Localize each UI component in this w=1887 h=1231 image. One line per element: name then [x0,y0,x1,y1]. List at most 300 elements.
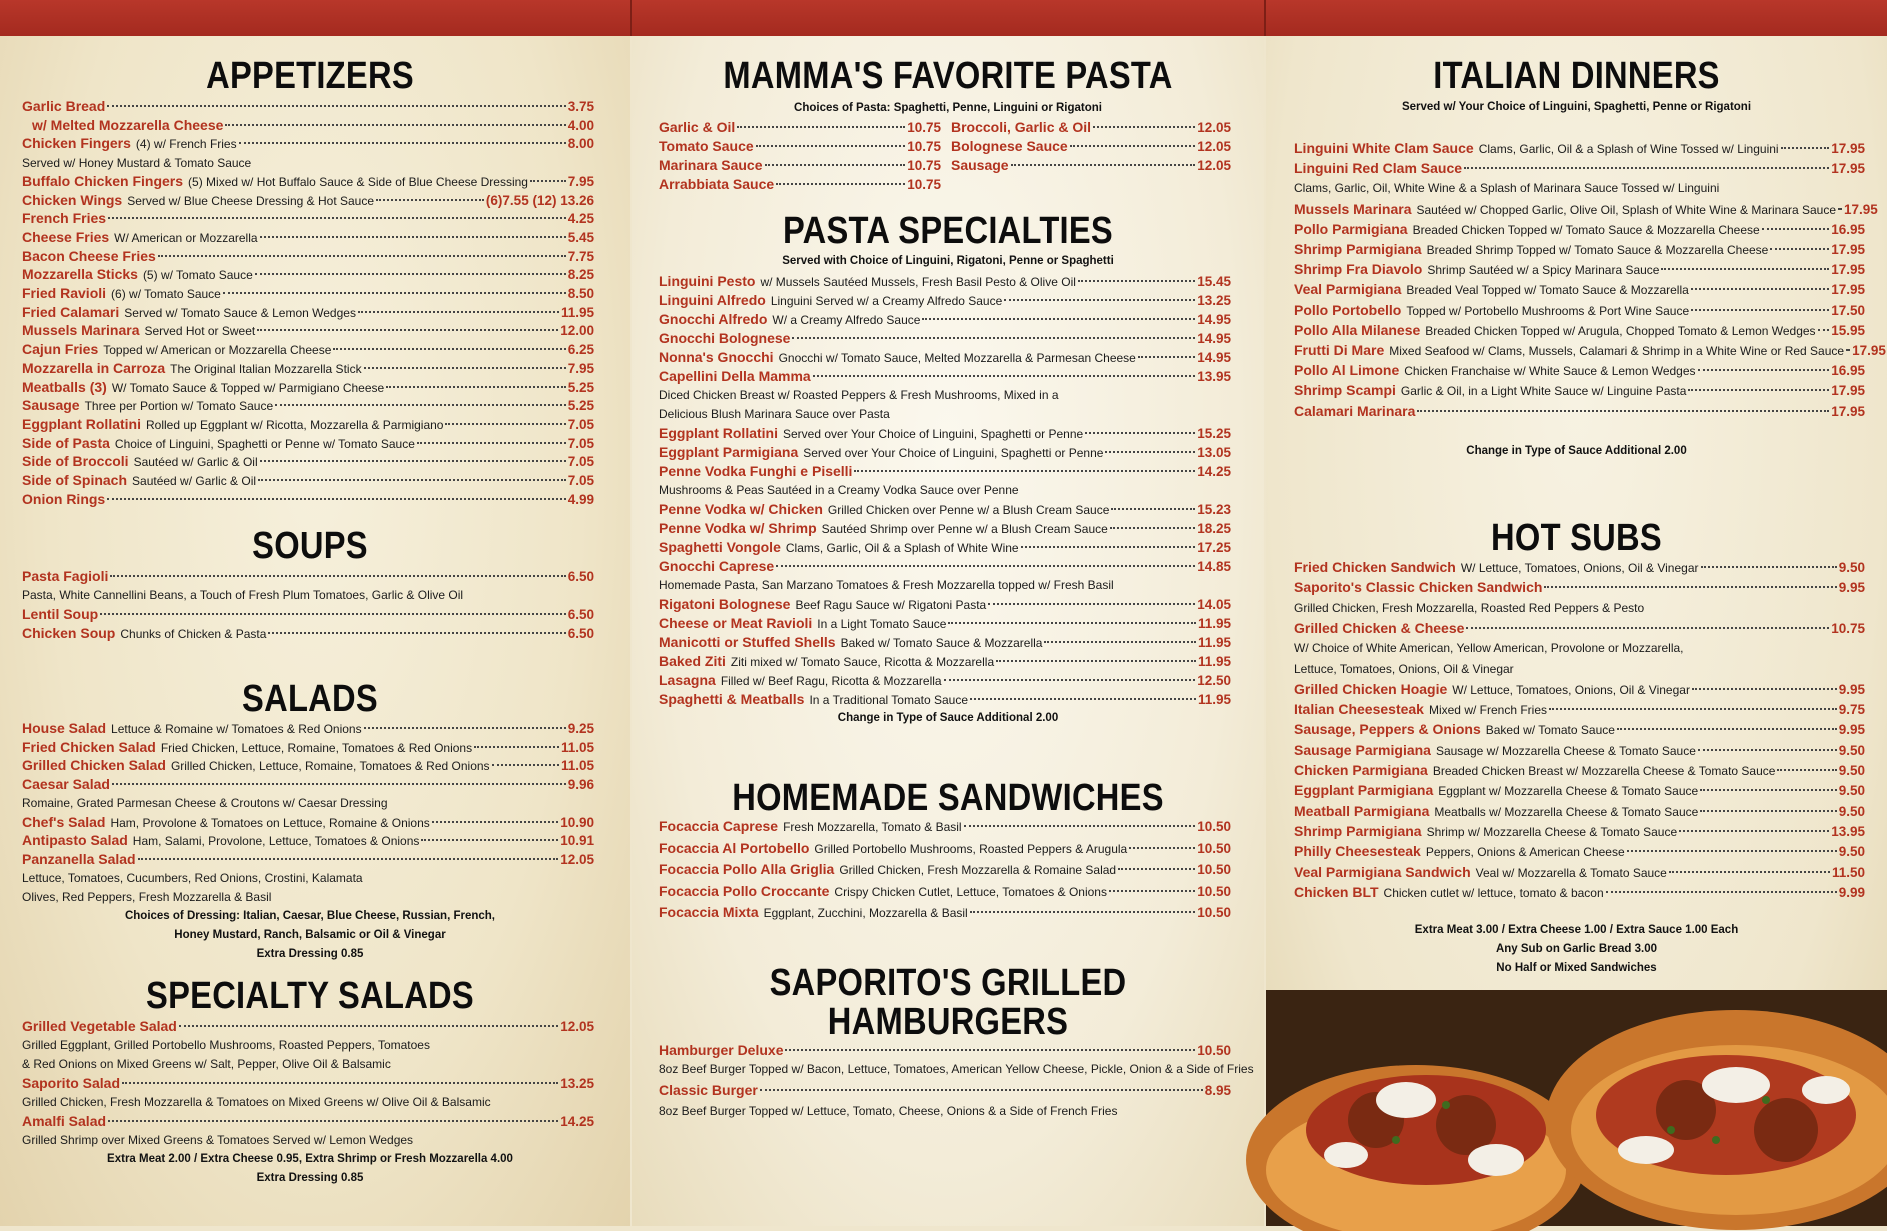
item-description: Homemade Pasta, San Marzano Tomatoes & Fresh Mozzarella topped w/ Fresh Basil [659,578,1114,592]
item-price: 15.23 [1197,502,1231,517]
dot-leader [1691,288,1829,290]
item-description: Ham, Salami, Provolone, Lettuce, Tomatoes & Onions [132,834,420,849]
menu-item [659,1081,1231,1100]
dot-leader [1700,789,1837,791]
item-price: 17.95 [1831,282,1865,298]
dot-leader [1661,268,1829,270]
section-heading: SOUPS [252,525,368,567]
dot-leader [1781,147,1830,149]
item-description: Mixed w/ French Fries [1428,703,1547,718]
item-name: Tomato Sauce [659,138,754,154]
section-subtitle: Extra Meat 2.00 / Extra Cheese 0.95, Extra Shrimp or Fresh Mozzarella 4.00 [107,1153,513,1165]
item-price: 17.95 [1831,161,1865,177]
item-price: 4.99 [567,491,594,507]
dot-leader [239,142,566,144]
dot-leader [333,348,565,350]
dot-leader [854,470,1195,472]
menu-item [22,738,594,757]
menu-item [22,191,594,210]
menu-item [22,490,594,509]
menu-item [1294,321,1865,340]
menu-item [659,272,1231,291]
menu-item [22,756,594,775]
dot-leader [970,911,1196,913]
item-price: 7.05 [567,416,594,432]
item-description: Eggplant w/ Mozzarella Cheese & Tomato Sauce [1438,784,1699,799]
dot-leader [1070,145,1196,147]
menu-item [659,118,941,137]
item-name: Mozzarella Sticks [22,266,138,283]
menu-item [1294,822,1865,841]
item-name: Amalfi Salad [22,1113,107,1129]
item-price: 16.95 [1831,221,1865,237]
dot-leader [260,236,566,238]
dot-leader [364,727,566,729]
item-name: Chicken Parmigiana [1294,762,1428,778]
item-price: 17.50 [1831,302,1865,318]
item-price: 10.75 [1831,620,1865,636]
menu-item [1294,301,1865,320]
item-description: Filled w/ Beef Ragu, Ricotta & Mozzarella [720,674,942,688]
item-price: 10.50 [1197,840,1231,856]
item-price: 18.25 [1197,521,1231,536]
item-name: Fried Chicken Salad [22,738,156,755]
dot-leader [432,821,558,823]
item-price: 9.50 [1838,763,1865,778]
top-banner [0,0,1887,36]
dot-leader [268,632,565,634]
dot-leader [1617,728,1837,730]
section-subtitle: Any Sub on Garlic Bread 3.00 [1495,943,1658,955]
item-price: 17.95 [1831,383,1865,399]
item-price: 4.00 [567,117,594,133]
item-description: Baked w/ Tomato Sauce & Mozzarella [840,636,1043,650]
dot-leader [1679,830,1829,832]
menu-item [1294,381,1865,400]
item-description: W/ Lettuce, Tomatoes, Onions, Oil & Vinegar [1452,682,1690,697]
item-description: Rolled up Eggplant w/ Ricotta, Mozzarella & Parmigiano [146,417,444,432]
item-price: 12.05 [1197,139,1231,154]
item-price: 17.95 [1844,201,1878,217]
item-description: Mushrooms & Peas Sautéed in a Creamy Vodka Sauce over Penne [659,483,1019,497]
menu-item [1294,240,1865,259]
item-description: Sautéed w/ Garlic & Oil [133,455,258,470]
item-price: 14.95 [1197,312,1231,327]
section-subtitle: Choices of Pasta: Spaghetti, Penne, Linguini or Rigatoni [794,102,1102,114]
menu-item [659,175,941,194]
item-name: Gnocchi Caprese [659,558,775,574]
item-price: 10.75 [907,139,941,154]
item-price: 11.05 [560,758,594,774]
dot-leader [1777,769,1836,771]
menu-item [22,850,594,869]
item-price: 17.95 [1831,403,1865,419]
item-price: 14.25 [1197,464,1231,479]
item-name: Philly Cheesesteak [1294,843,1421,860]
menu-item [659,614,1231,633]
menu-item [659,903,1231,922]
menu-item [22,303,594,322]
item-name: Capellini Della Mamma [659,368,811,384]
menu-item [1294,280,1865,299]
item-name: Sausage [951,157,1009,173]
item-name: Mussels Marinara [1294,200,1412,217]
dot-leader [1698,749,1837,751]
item-price: 14.95 [1197,350,1231,365]
menu-item [1294,842,1865,861]
item-price: 8.25 [567,267,594,283]
dot-leader [1698,369,1830,371]
item-description: Clams, Garlic, Oil, White Wine & a Splash of Marinara Sauce Tossed w/ Linguini [1294,181,1720,196]
menu-item [1294,159,1865,178]
menu-item [1294,619,1865,638]
menu-item [22,719,594,738]
item-name: Eggplant Rollatini [22,415,141,432]
item-name: Chicken Wings [22,191,123,208]
item-description: Ziti mixed w/ Tomato Sauce, Ricotta & Mozzarella [730,655,995,669]
item-price: 9.50 [1838,560,1865,575]
item-name: Cheese or Meat Ravioli [659,615,813,631]
menu-item [22,831,594,850]
item-name: Fried Calamari [22,303,120,320]
menu-item [22,813,594,832]
item-price: 8.95 [1204,1083,1231,1098]
item-name: Spaghetti Vongole [659,539,781,555]
item-description: Fried Chicken, Lettuce, Romaine, Tomatoes & Red Onions [160,740,473,755]
dot-leader [1011,164,1196,166]
item-price: 5.45 [567,229,594,245]
menu-item [659,633,1231,652]
item-price: 9.50 [1838,742,1865,758]
item-name: Frutti Di Mare [1294,342,1385,358]
dot-leader [996,660,1196,662]
item-description: & Red Onions on Mixed Greens w/ Salt, Pepper, Olive Oil & Balsamic [22,1057,391,1071]
menu-item [659,690,1231,709]
item-price: 14.85 [1197,559,1231,574]
menu-item [22,434,594,453]
item-description: Grilled Chicken, Fresh Mozzarella & Tomatoes on Mixed Greens w/ Olive Oil & Balsamic [22,1095,491,1109]
dot-leader [1692,688,1837,690]
item-description: Delicious Blush Marinara Sauce over Pasta [659,407,890,421]
item-description: Breaded Chicken Topped w/ Arugula, Chopped Tomato & Lemon Wedges [1425,323,1816,338]
dot-leader [110,575,565,577]
menu-item [951,156,1231,175]
item-name: Panzanella Salad [22,850,136,867]
item-price: 14.25 [560,1114,594,1129]
section-heading: ITALIAN DINNERS [1433,55,1720,97]
dot-leader [1138,356,1195,358]
dot-leader [1669,871,1830,873]
item-price: 13.05 [1197,445,1231,460]
section-subtitle: Served with Choice of Linguini, Rigatoni, Penne or Spaghetti [782,255,1114,267]
dot-leader [922,318,1195,320]
menu-item [1294,558,1865,577]
dot-leader [1464,167,1829,169]
dot-leader [107,498,566,500]
item-description: Fresh Mozzarella, Tomato & Basil [783,820,962,834]
item-price: 13.25 [1197,293,1231,308]
item-name: Meatballs (3) [22,378,107,395]
item-price: 7.05 [567,435,594,451]
section-subtitle: Extra Dressing 0.85 [256,948,364,960]
menu-item [22,396,594,415]
dot-leader [737,126,905,128]
dot-leader [364,367,566,369]
dot-leader [1085,432,1195,434]
item-price: 14.95 [1197,331,1231,346]
item-description: Topped w/ Portobello Mushrooms & Port Wine Sauce [1406,303,1690,318]
menu-item [659,538,1231,557]
item-price: 9.96 [567,777,594,793]
dot-leader [948,622,1195,624]
item-price: 6.50 [567,607,594,622]
dot-leader [1118,868,1195,870]
item-description: In a Traditional Tomato Sauce [809,693,969,707]
item-price: 6.25 [567,342,594,358]
item-price: 10.50 [1197,819,1231,834]
item-name: Side of Broccoli [22,453,129,470]
item-price: 10.75 [907,158,941,173]
dot-leader [530,180,566,182]
item-description: Chunks of Chicken & Pasta [120,627,267,641]
item-price: 10.50 [1197,862,1231,877]
item-description: Breaded Veal Topped w/ Tomato Sauce & Mozzarella [1406,283,1689,298]
item-description: Breaded Shrimp Topped w/ Tomato Sauce & Mozzarella Cheese [1426,243,1769,257]
dot-leader [1021,546,1196,548]
section-subtitle: Honey Mustard, Ranch, Balsamic or Oil & Vinegar [174,929,446,941]
item-name: Fried Chicken Sandwich [1294,559,1456,575]
menu-item [659,519,1231,538]
item-price: 13.95 [1831,823,1865,839]
item-name: Linguini Red Clam Sauce [1294,160,1463,177]
item-name: Eggplant Parmigiana [659,444,799,460]
item-description: Sautéed w/ Chopped Garlic, Olive Oil, Splash of White Wine & Marinara Sauce [1416,202,1837,217]
item-price: 12.05 [1197,120,1231,135]
item-name: Classic Burger [659,1082,758,1098]
dot-leader [1691,309,1829,311]
item-price: 10.90 [560,814,594,830]
item-price: 13.95 [1197,369,1231,384]
dot-leader [1111,508,1195,510]
item-name: Bacon Cheese Fries [22,247,156,264]
item-price: 9.95 [1838,580,1865,596]
menu-item [1294,341,1886,360]
item-description: Grilled Chicken over Penne w/ a Blush Cream Sauce [827,503,1110,517]
item-description: Ham, Provolone & Tomatoes on Lettuce, Romaine & Onions [110,815,430,830]
item-price: 9.50 [1838,844,1865,860]
item-name: Focaccia Pollo Alla Griglia [659,861,835,877]
item-name: Veal Parmigiana Sandwich [1294,863,1471,880]
menu-item [22,605,594,624]
item-name: Spaghetti & Meatballs [659,691,805,707]
item-price: 13.25 [560,1076,594,1091]
dot-leader [225,124,565,126]
item-description: Served over Your Choice of Linguini, Spaghetti or Penne [803,446,1104,460]
item-price: 4.25 [567,211,594,227]
dot-leader [1417,410,1829,412]
item-name: Pollo Portobello [1294,301,1402,318]
menu-item [659,500,1231,519]
item-description: Sausage w/ Mozzarella Cheese & Tomato Sauce [1435,743,1696,758]
item-description: Olives, Red Peppers, Fresh Mozzarella & Basil [22,890,272,904]
dot-leader [358,311,559,313]
item-description: Lettuce & Romaine w/ Tomatoes & Red Onions [111,722,362,736]
item-name: Sausage Parmigiana [1294,741,1431,758]
menu-item [22,359,594,378]
dot-leader [100,613,566,615]
dot-leader [223,292,566,294]
menu-item [22,471,594,490]
item-name: French Fries [22,210,107,227]
item-description: Veal w/ Mozzarella & Tomato Sauce [1475,865,1667,880]
item-price: 10.91 [560,833,594,849]
menu-item [1294,200,1878,219]
item-name: Cheese Fries [22,228,110,245]
item-description: Linguini Served w/ a Creamy Alfredo Sauce [770,294,1003,308]
item-description: Peppers, Onions & American Cheese [1425,845,1625,860]
item-name: Lentil Soup [22,606,99,622]
item-name: Linguini Alfredo [659,292,766,308]
item-price: 12.50 [1197,673,1231,688]
menu-item [659,443,1231,462]
item-description: Beef Ragu Sauce w/ Rigatoni Pasta [795,598,987,612]
menu-item [22,209,594,228]
item-name: Baked Ziti [659,653,726,669]
item-description: (5) w/ Tomato Sauce [142,268,253,283]
item-price: 11.50 [1831,864,1865,880]
item-price: 11.95 [1197,692,1231,707]
menu-item [1294,863,1865,882]
item-description: Mixed Seafood w/ Clams, Mussels, Calamari & Shrimp in a White Wine or Red Sauce [1389,344,1845,358]
section-heading: HAMBURGERS [827,1001,1069,1043]
dot-leader [944,679,1196,681]
menu-item [22,284,594,303]
dot-leader [785,1049,1195,1051]
item-description: Grilled Chicken, Fresh Mozzarella & Romaine Salad [839,863,1117,877]
menu-item [1294,720,1865,739]
item-name: Veal Parmigiana [1294,281,1402,298]
item-price: 8.50 [567,286,594,301]
item-description: Served w/ Honey Mustard & Tomato Sauce [22,156,252,170]
item-description: (6) w/ Tomato Sauce [111,287,221,301]
item-description: Served Hot or Sweet [144,324,256,339]
item-description: 8oz Beef Burger Topped w/ Bacon, Lettuce, Tomatoes, American Yellow Cheese, Pickle, Onion & a Side of Fries [659,1062,1254,1076]
item-price: 3.75 [567,99,594,114]
item-name: Grilled Vegetable Salad [22,1018,177,1034]
dot-leader [107,105,565,107]
menu-item [951,137,1231,156]
item-price: 9.95 [1838,722,1865,738]
item-price: 17.25 [1197,540,1231,555]
item-name: Penne Vodka w/ Shrimp [659,520,817,536]
item-name: Chicken Soup [22,625,116,641]
item-name: Shrimp Parmigiana [1294,822,1422,839]
item-name: Shrimp Scampi [1294,382,1396,399]
section-subtitle: Extra Dressing 0.85 [256,1172,364,1184]
dot-leader [138,858,559,860]
item-description: w/ Mussels Sautéed Mussels, Fresh Basil Pesto & Olive Oil [760,275,1076,289]
menu-item [659,671,1231,690]
item-price: 17.95 [1852,343,1886,358]
menu-item [22,340,594,359]
menu-item [659,291,1231,310]
item-price: 7.05 [567,454,594,470]
item-name: Eggplant Rollatini [659,425,778,441]
menu-item [1294,578,1865,597]
menu-item [1294,741,1865,760]
dot-leader [417,442,566,444]
item-price: 7.95 [567,173,594,189]
dot-leader [1544,586,1836,588]
item-description: Clams, Garlic, Oil & a Splash of Wine Tossed w/ Linguini [1478,142,1779,156]
menu-item [22,228,594,247]
item-price: 15.25 [1197,426,1231,441]
item-description: Grilled Portobello Mushrooms, Roasted Peppers & Arugula [814,841,1128,856]
item-price: 17.95 [1831,141,1865,156]
item-price: 5.25 [567,398,594,414]
item-name: Side of Pasta [22,434,110,451]
menu-item [22,415,594,434]
menu-item [22,378,594,397]
item-description: W/ Tomato Sauce & Topped w/ Parmigiano Cheese [111,380,385,395]
item-description: Shrimp Sautéed w/ a Spicy Marinara Sauce [1427,263,1660,278]
item-name: Garlic Bread [22,98,106,114]
menu-item [22,1074,594,1093]
item-description: Chicken Franchaise w/ White Sauce & Lemon Wedges [1404,364,1696,379]
section-heading: SALADS [242,678,378,720]
item-name: Hamburger Deluxe [659,1042,784,1058]
menu-item [22,1017,594,1036]
dot-leader [122,1082,558,1084]
item-price: 10.75 [907,120,941,135]
item-description: Served w/ Blue Cheese Dressing & Hot Sauce [127,193,375,208]
item-price: 6.50 [567,626,594,641]
item-price: 10.50 [1197,905,1231,920]
item-description: Crispy Chicken Cutlet, Lettuce, Tomatoes & Onions [834,884,1107,899]
dot-leader [108,217,566,219]
item-price: 12.05 [560,1019,594,1034]
dot-leader [1700,810,1836,812]
item-description: W/ American or Mozzarella [114,230,258,245]
item-description: (5) Mixed w/ Hot Buffalo Sauce & Side of Blue Cheese Dressing [188,174,528,189]
item-name: Chicken Fingers [22,135,131,152]
item-name: Cajun Fries [22,341,99,358]
item-name: Pollo Parmigiana [1294,220,1408,237]
menu-item [22,1112,594,1131]
item-price: 7.75 [567,248,594,264]
item-description: Meatballs w/ Mozzarella Cheese & Tomato Sauce [1434,804,1699,819]
item-description: In a Light Tomato Sauce [817,617,947,631]
item-description: Diced Chicken Breast w/ Roasted Peppers & Fresh Mushrooms, Mixed in a [659,388,1059,402]
section-heading: PASTA SPECIALTIES [782,210,1113,252]
item-name: Penne Vodka w/ Chicken [659,501,823,517]
item-price: 15.95 [1831,322,1865,338]
menu-item [22,321,594,340]
item-description: Choice of Linguini, Spaghetti or Penne w/ Tomato Sauce [114,436,415,451]
item-price: 15.45 [1197,274,1231,289]
menu-item [22,134,594,153]
item-description: W/ Lettuce, Tomatoes, Onions, Oil & Vinegar [1460,561,1699,575]
dot-leader [1846,349,1850,351]
menu-item [22,775,594,794]
item-name: Arrabbiata Sauce [659,176,775,192]
section-heading: SAPORITO'S GRILLED [769,962,1127,1004]
menu-item [659,424,1231,443]
menu-item [951,118,1231,137]
dot-leader [1129,847,1195,849]
item-name: Nonna's Gnocchi [659,349,774,365]
item-name: Saporito Salad [22,1075,121,1091]
